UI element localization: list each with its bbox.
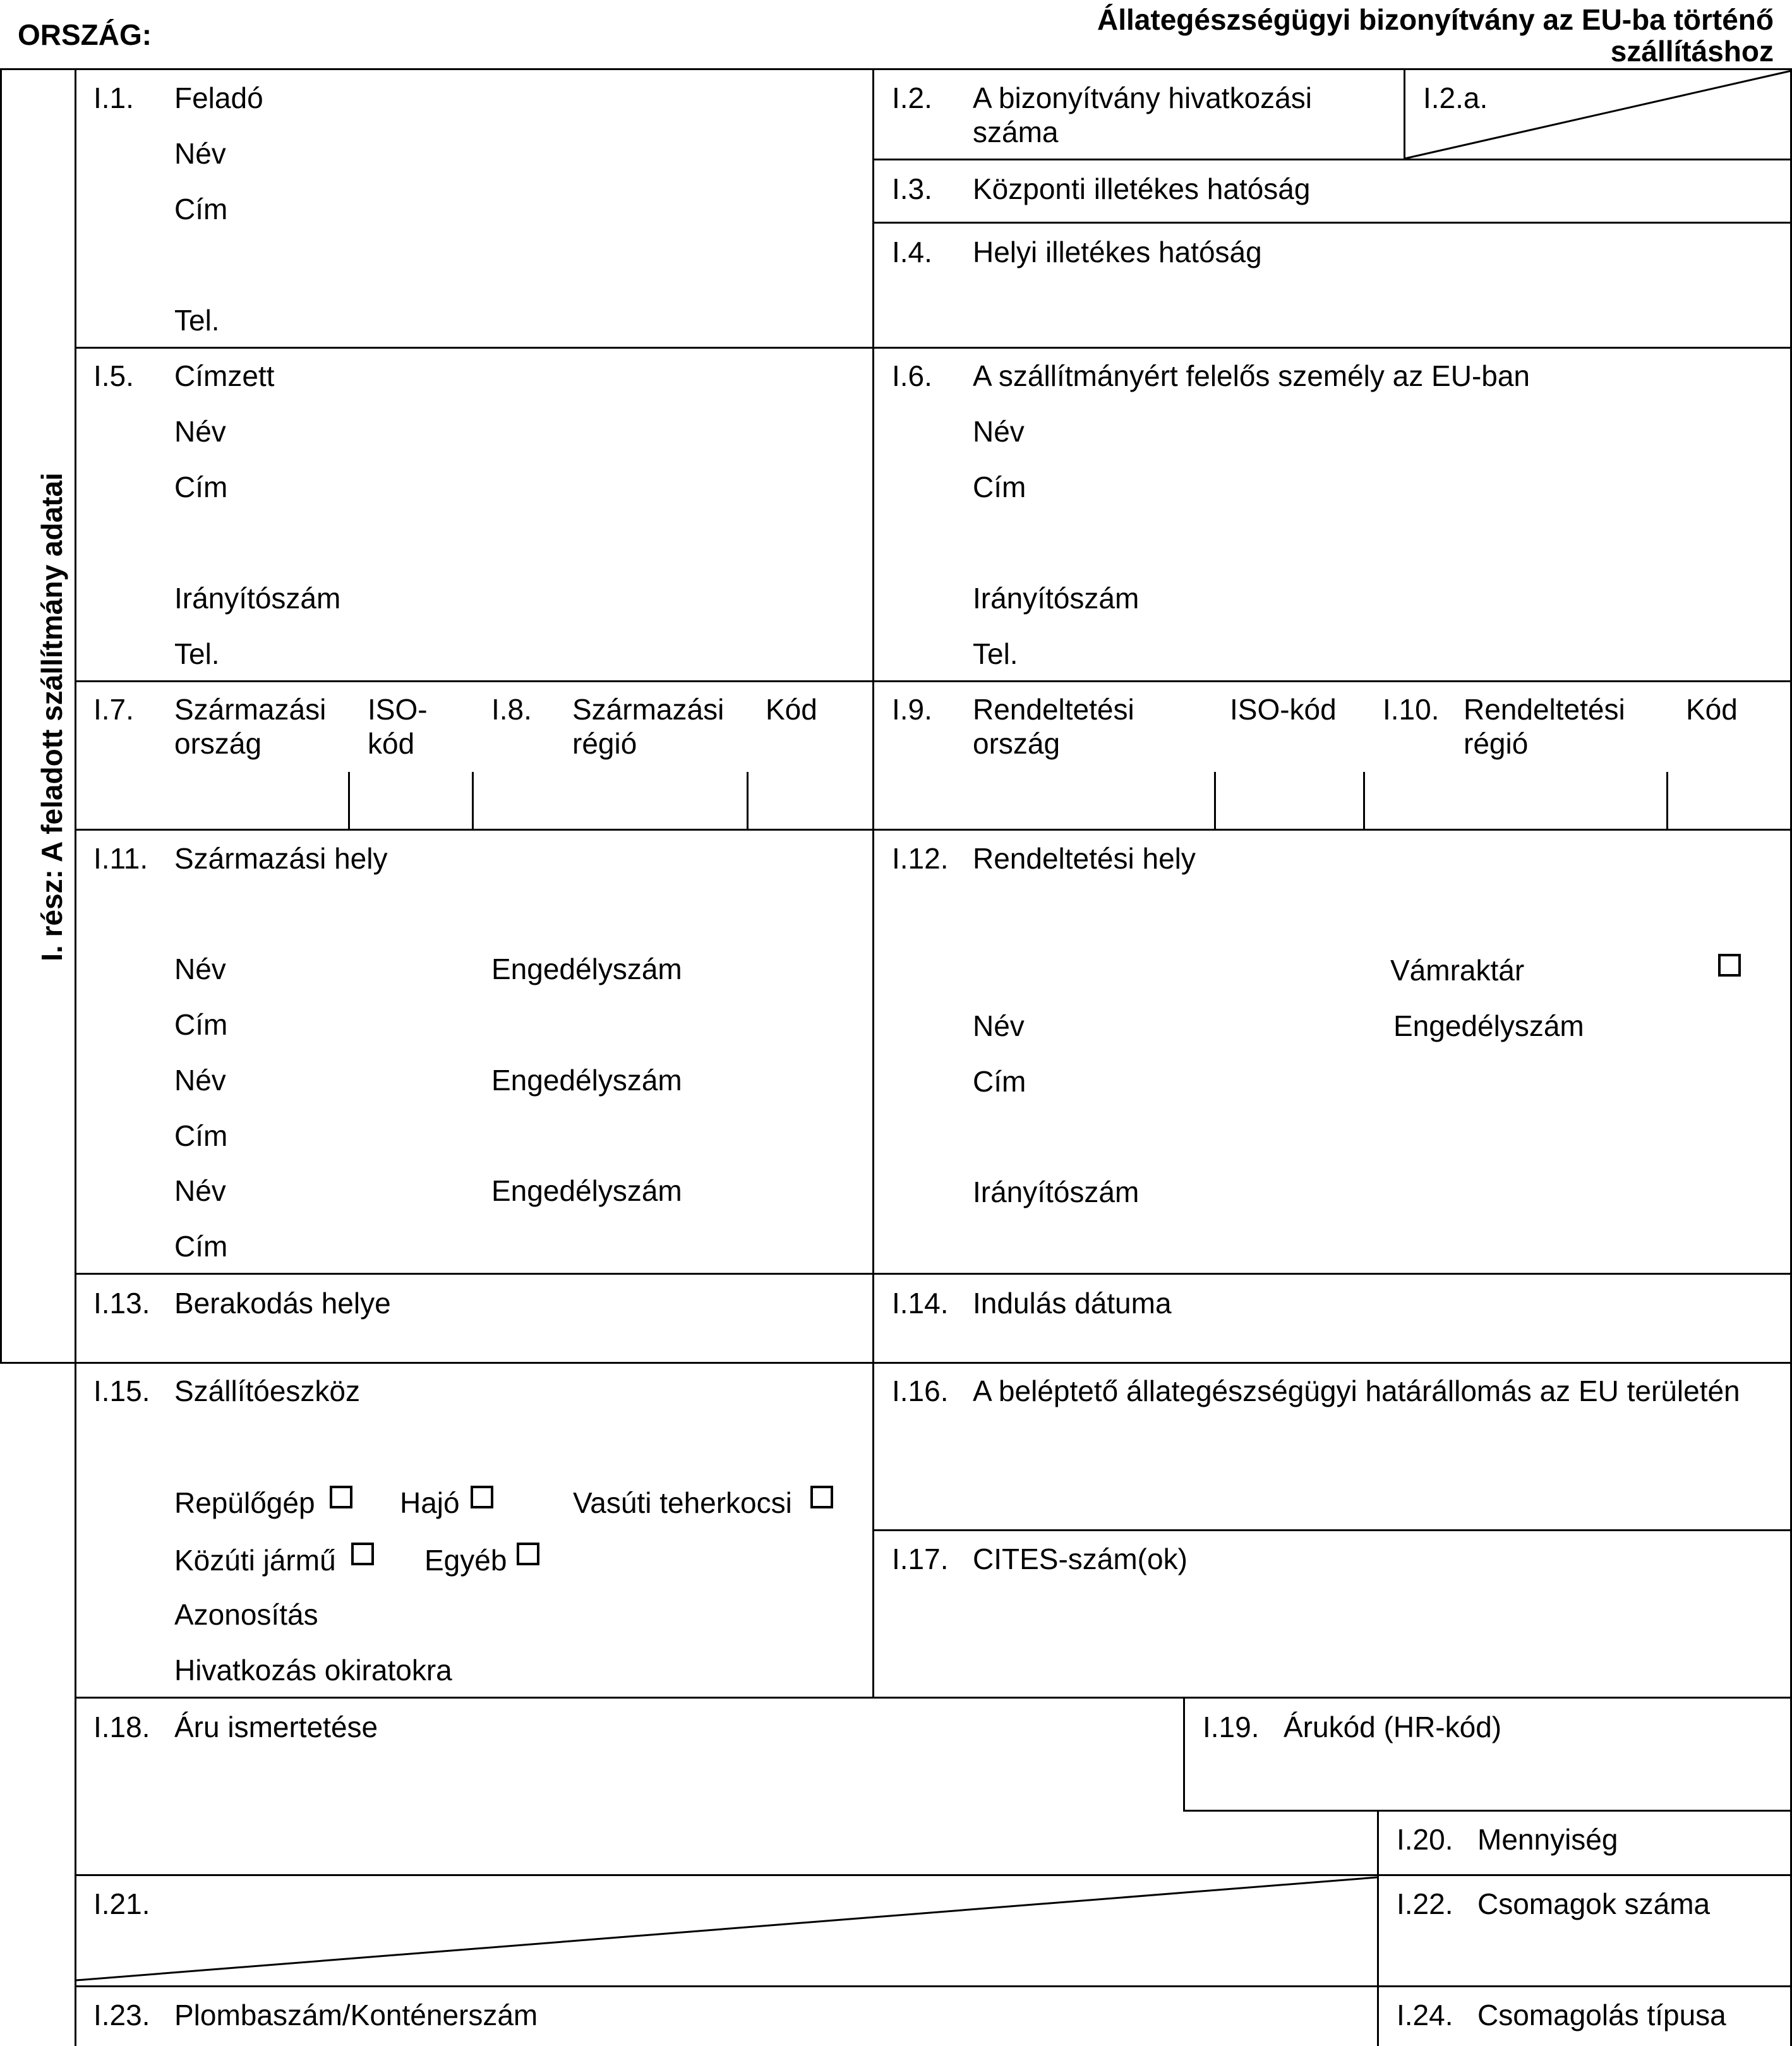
f8-code: Kód <box>766 693 817 726</box>
f2-label-line2: száma <box>973 116 1059 148</box>
f7-label-line1: Származási <box>174 693 327 726</box>
f6-address: Cím <box>973 471 1026 503</box>
f11-address-1: Cím <box>174 1008 228 1041</box>
f12-number: I.12. <box>892 842 949 875</box>
f10-label-line2: régió <box>1464 727 1529 760</box>
f15-other-label: Egyéb <box>424 1544 507 1577</box>
f5-number: I.5. <box>93 359 134 392</box>
f15-documents: Hivatkozás okiratokra <box>174 1654 452 1687</box>
f12-label: Rendeltetési hely <box>973 842 1196 875</box>
f6-tel: Tel. <box>973 637 1018 670</box>
f15-road-checkbox[interactable] <box>351 1543 374 1565</box>
f15-number: I.15. <box>93 1375 150 1407</box>
f21-diagonal <box>76 1877 1377 1980</box>
f4-number: I.4. <box>892 236 932 268</box>
f3-number: I.3. <box>892 172 932 205</box>
f9-number: I.9. <box>892 693 932 726</box>
f5-address: Cím <box>174 471 228 503</box>
f16-label: A beléptető állategészségügyi határállomás az EU területén <box>973 1375 1740 1407</box>
f15-other-checkbox[interactable] <box>517 1543 539 1565</box>
f4-label: Helyi illetékes hatóság <box>973 236 1262 268</box>
f2a-number: I.2.a. <box>1423 81 1488 114</box>
f18-number: I.18. <box>93 1711 150 1743</box>
f11-name-1: Név <box>174 953 226 985</box>
f10-number: I.10. <box>1383 693 1440 726</box>
f5-tel: Tel. <box>174 637 220 670</box>
f15-rail-checkbox[interactable] <box>810 1486 833 1508</box>
f8-number: I.8. <box>491 693 532 726</box>
f9-label-line2: ország <box>973 727 1061 760</box>
f1-label: Feladó <box>174 81 263 114</box>
f17-number: I.17. <box>892 1543 949 1575</box>
f1-name: Név <box>174 137 226 170</box>
f11-label: Származási hely <box>174 842 388 875</box>
f6-label: A szállítmányért felelős személy az EU-ban <box>973 359 1530 392</box>
f15-airplane-label: Repülőgép <box>174 1486 315 1519</box>
f7-iso-line2: kód <box>368 727 415 760</box>
f21-number: I.21. <box>93 1887 150 1920</box>
certificate-title-line2: szállításhoz <box>1610 35 1774 68</box>
f5-label: Címzett <box>174 359 275 392</box>
f11-name-2: Név <box>174 1064 226 1097</box>
f12-postcode: Irányítószám <box>973 1176 1140 1208</box>
f22-number: I.22. <box>1397 1887 1453 1920</box>
f15-ship-checkbox[interactable] <box>471 1486 493 1508</box>
f1-number: I.1. <box>93 81 134 114</box>
f12-bonded-checkbox[interactable] <box>1718 954 1741 977</box>
f14-number: I.14. <box>892 1287 949 1320</box>
f2-number: I.2. <box>892 81 932 114</box>
f23-label: Plombaszám/Konténerszám <box>174 1999 538 2031</box>
f10-label-line1: Rendeltetési <box>1464 693 1625 726</box>
f11-name-3: Név <box>174 1174 226 1207</box>
f13-number: I.13. <box>93 1287 150 1320</box>
f6-postcode: Irányítószám <box>973 582 1140 615</box>
f14-label: Indulás dátuma <box>973 1287 1172 1320</box>
f12-name: Név <box>973 1009 1025 1042</box>
f7-number: I.7. <box>93 693 134 726</box>
f24-number: I.24. <box>1397 1999 1453 2031</box>
f11-approval-3: Engedélyszám <box>491 1174 682 1207</box>
f11-approval-1: Engedélyszám <box>491 953 682 985</box>
f10-code: Kód <box>1686 693 1738 726</box>
f20-label: Mennyiség <box>1477 1823 1618 1856</box>
f15-road-label: Közúti jármű <box>174 1544 336 1577</box>
f19-number: I.19. <box>1203 1711 1260 1743</box>
f12-address: Cím <box>973 1065 1026 1098</box>
f24-label: Csomagolás típusa <box>1477 1999 1726 2031</box>
f22-label: Csomagok száma <box>1477 1887 1711 1920</box>
f7-label-line2: ország <box>174 727 262 760</box>
f1-tel: Tel. <box>174 304 220 337</box>
f23-number: I.23. <box>93 1999 150 2031</box>
f9-iso: ISO-kód <box>1230 693 1337 726</box>
f9-label-line1: Rendeltetési <box>973 693 1134 726</box>
f16-number: I.16. <box>892 1375 949 1407</box>
f7-iso-line1: ISO- <box>368 693 428 726</box>
certificate-title-line1: Állategészségügyi bizonyítvány az EU-ba történő <box>1097 3 1774 36</box>
f17-label: CITES-szám(ok) <box>973 1543 1188 1575</box>
f15-rail-label: Vasúti teherkocsi <box>573 1486 792 1519</box>
f6-number: I.6. <box>892 359 932 392</box>
f11-approval-2: Engedélyszám <box>491 1064 682 1097</box>
f5-postcode: Irányítószám <box>174 582 341 615</box>
f6-name: Név <box>973 415 1025 448</box>
country-label: ORSZÁG: <box>18 18 152 51</box>
f20-number: I.20. <box>1397 1823 1453 1856</box>
part-one-side-label: I. rész: A feladott szállítmány adatai <box>35 472 68 961</box>
f11-address-3: Cím <box>174 1230 228 1263</box>
f8-label-line1: Származási <box>572 693 725 726</box>
f15-ship-label: Hajó <box>400 1486 460 1519</box>
f5-name: Név <box>174 415 226 448</box>
f11-number: I.11. <box>93 842 148 875</box>
f13-label: Berakodás helye <box>174 1287 391 1320</box>
f8-label-line2: régió <box>572 727 637 760</box>
f18-label: Áru ismertetése <box>174 1711 378 1743</box>
f12-bonded-label: Vámraktár <box>1390 954 1525 987</box>
f11-address-2: Cím <box>174 1119 228 1152</box>
f3-label: Központi illetékes hatóság <box>973 172 1311 205</box>
f15-airplane-checkbox[interactable] <box>330 1486 352 1508</box>
f19-label: Árukód (HR-kód) <box>1284 1711 1502 1743</box>
f2-label-line1: A bizonyítvány hivatkozási <box>973 81 1312 114</box>
f15-label: Szállítóeszköz <box>174 1375 361 1407</box>
f12-approval: Engedélyszám <box>1393 1009 1584 1042</box>
f1-address: Cím <box>174 193 228 226</box>
f15-identification: Azonosítás <box>174 1598 318 1631</box>
